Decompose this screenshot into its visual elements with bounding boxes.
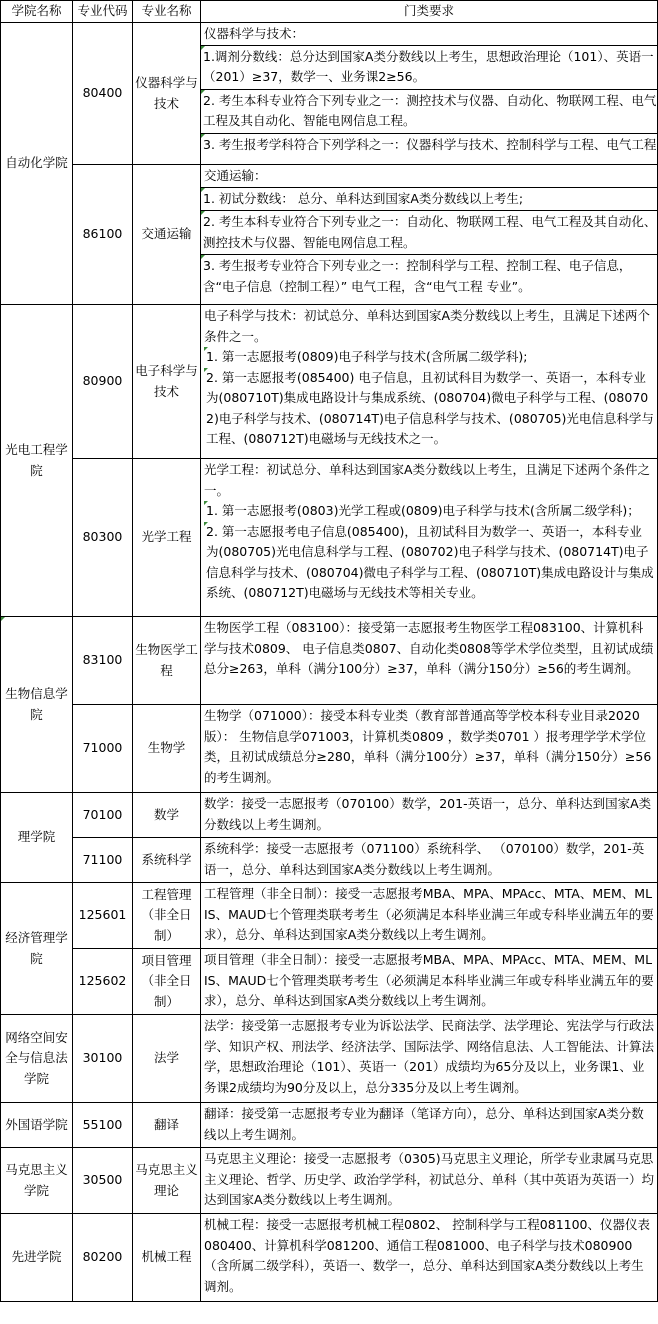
table-row <box>1 305 658 459</box>
code-cell: 80200 <box>73 1214 133 1302</box>
requirements-cell <box>201 165 658 305</box>
code-cell: 83100 <box>73 617 133 705</box>
major-cell: 法学 <box>133 1015 201 1103</box>
table-row <box>1 949 658 1015</box>
requirements-cell: 项目管理（非全日制）：接受一志愿报考MBA、MPA、MPAcc、MTA、MEM、MLIS、MAUD七个管理类联考考生（必须满足本科毕业满三年或专科毕业满五年的要求），总分、单科达到国家A类分数线以上考生调剂。 <box>201 949 658 1015</box>
code-cell: 125601 <box>73 883 133 949</box>
table-row <box>1 838 658 883</box>
college-cell: 光电工程学院 <box>1 305 73 617</box>
major-cell: 项目管理（非全日制） <box>133 949 201 1015</box>
requirement-line: 交通运输： <box>204 168 267 183</box>
code-cell: 80400 <box>73 23 133 165</box>
requirement-line: 1. 第一志愿报考(0809)电子科学与技术(含所属二级学科); <box>204 347 654 368</box>
table-row <box>1 1103 658 1148</box>
table-row <box>1 617 658 705</box>
requirements-cell: 法学：接受第一志愿报考专业为诉讼法学、民商法学、法学理论、宪法学与行政法学、知识产权、刑法学、经济法学、国际法学、网络信息法、人工智能法、计算法学，思想政治理论（101）、英语一（201）成绩均为65分及以上，业务课1、业务课2成绩均为90分及以上，总分335分及以上考生调剂。 <box>201 1015 658 1103</box>
code-cell: 71000 <box>73 705 133 793</box>
major-cell: 交通运输 <box>133 165 201 305</box>
college-cell: 经济管理学院 <box>1 883 73 1015</box>
major-cell: 机械工程 <box>133 1214 201 1302</box>
major-cell: 系统科学 <box>133 838 201 883</box>
requirements-cell: 数学：接受一志愿报考（070100）数学，201-英语一，总分、单科达到国家A类分数线以上考生调剂。 <box>201 793 658 838</box>
requirements-cell: 翻译：接受第一志愿报考专业为翻译（笔译方向），总分、单科达到国家A类分数线以上考生调剂。 <box>201 1103 658 1148</box>
requirements-cell: 生物学（071000）：接受本科专业类（教育部普通高等学校本科专业目录2020版）： 生物信息学071003，计算机类0809 ，数学类0701 ）报考理学学术学位类，且初试成绩总分≥280，单科（满分100分）≥37，单科（满分150分）≥56的考生调剂。 <box>201 705 658 793</box>
code-cell: 80900 <box>73 305 133 459</box>
table-row <box>1 883 658 949</box>
table-row <box>1 1148 658 1214</box>
code-cell: 86100 <box>73 165 133 305</box>
code-cell: 70100 <box>73 793 133 838</box>
requirement-line: 2. 考生本科专业符合下列专业之一：自动化、物联网工程、电气工程及其自动化、测控技术与仪器、智能电网信息工程。 <box>201 210 657 254</box>
header-major: 专业名称 <box>133 1 201 23</box>
requirement-line: 仪器科学与技术： <box>204 26 305 41</box>
requirement-line: 2. 第一志愿报考(085400) 电子信息，且初试科目为数学一、英语一，本科专业为(080710T)集成电路设计与集成系统、(080704)微电子科学与工程、(080702)电子科学与技术、(080714T)电子信息科学与技术、(080705)光电信息科学与工程、(080712T)电磁场与无线技术之一。 <box>204 368 654 450</box>
major-cell: 工程管理（非全日制） <box>133 883 201 949</box>
table-row <box>1 1214 658 1302</box>
header-requirements: 门类要求 <box>201 1 658 23</box>
requirement-line: 1.调剂分数线：总分达到国家A类分数线以上考生，思想政治理论（101）、英语一（201）≥37，数学一、业务课2≥56。 <box>201 45 657 89</box>
code-cell: 55100 <box>73 1103 133 1148</box>
major-cell: 电子科学与技术 <box>133 305 201 459</box>
college-cell: 理学院 <box>1 793 73 883</box>
requirement-line: 3. 考生报考学科符合下列学科之一：仪器科学与技术、控制科学与工程、电气工程 <box>201 133 657 157</box>
table-header-row <box>1 1 658 23</box>
college-cell: 马克思主义学院 <box>1 1148 73 1214</box>
college-cell: 生物信息学院 <box>1 617 73 793</box>
code-cell: 125602 <box>73 949 133 1015</box>
college-cell: 网络空间安全与信息法学院 <box>1 1015 73 1103</box>
requirement-line: 电子科学与技术：初试总分、单科达到国家A类分数线以上考生，且满足下述两个条件之一。 <box>204 308 651 344</box>
header-code: 专业代码 <box>73 1 133 23</box>
major-cell: 马克思主义理论 <box>133 1148 201 1214</box>
college-cell: 先进学院 <box>1 1214 73 1302</box>
code-cell: 30100 <box>73 1015 133 1103</box>
requirements-cell: 机械工程：接受一志愿报考机械工程0802、 控制科学与工程081100、仪器仪表080400、计算机科学081200、通信工程081000、电子科学与技术080900（含所属二级学科），英语一、数学一，总分、单科达到国家A类分数线以上考生调剂。 <box>201 1214 658 1302</box>
requirements-cell: 系统科学：接受一志愿报考（071100）系统科学、 （070100）数学，201-英语一，总分、单科达到国家A类分数线以上考生调剂。 <box>201 838 658 883</box>
major-cell: 生物医学工程 <box>133 617 201 705</box>
requirements-cell: 马克思主义理论：接受一志愿报考（0305)马克思主义理论，所学专业隶属马克思主义理论、哲学、历史学、政治学学科，初试总分、单科（其中英语为英语一）均达到国家A类分数线以上考生调剂。 <box>201 1148 658 1214</box>
requirements-cell <box>201 23 658 165</box>
requirements-cell <box>201 459 658 617</box>
code-cell: 80300 <box>73 459 133 617</box>
table-row <box>1 705 658 793</box>
major-cell: 光学工程 <box>133 459 201 617</box>
college-cell: 自动化学院 <box>1 23 73 305</box>
requirements-cell <box>201 305 658 459</box>
table-row <box>1 793 658 838</box>
major-cell: 仪器科学与技术 <box>133 23 201 165</box>
code-cell: 71100 <box>73 838 133 883</box>
requirement-line: 1. 初试分数线： 总分、单科达到国家A类分数线以上考生; <box>201 187 657 211</box>
major-cell: 生物学 <box>133 705 201 793</box>
requirement-line: 光学工程：初试总分、单科达到国家A类分数线以上考生，且满足下述两个条件之一。 <box>204 462 651 498</box>
table-row <box>1 1015 658 1103</box>
header-college: 学院名称 <box>1 1 73 23</box>
table-row <box>1 165 658 305</box>
requirement-line: 2. 考生本科专业符合下列专业之一：测控技术与仪器、自动化、物联网工程、电气工程及其自动化、智能电网信息工程。 <box>201 89 657 133</box>
requirement-line: 3. 考生报考专业符合下列专业之一：控制科学与工程、控制工程、电子信息，含“电子信息（控制工程）” 电气工程，含“电气工程 专业”。 <box>201 254 657 298</box>
code-cell: 30500 <box>73 1148 133 1214</box>
major-cell: 数学 <box>133 793 201 838</box>
requirement-line: 2. 第一志愿报考电子信息(085400)，且初试科目为数学一、英语一，本科专业为(080705)光电信息科学与工程、(080702)电子科学与技术、(080714T)电子信息科学与技术、(080704)微电子科学与工程、(080710T)集成电路设计与集成系统、(080712T)电磁场与无线技术等相关专业。 <box>204 522 654 604</box>
college-cell: 外国语学院 <box>1 1103 73 1148</box>
requirement-line: 1. 第一志愿报考(0803)光学工程或(0809)电子科学与技术(含所属二级学科)； <box>204 501 654 522</box>
table-row <box>1 23 658 165</box>
table-row <box>1 459 658 617</box>
requirements-cell: 生物医学工程（083100）：接受第一志愿报考生物医学工程083100、计算机科学与技术0809、 电子信息类0807、自动化类0808等学术学位类型，且初试成绩总分≥263，单科（满分100分）≥37，单科（满分150分）≥56的考生调剂。 <box>201 617 658 705</box>
major-cell: 翻译 <box>133 1103 201 1148</box>
requirements-cell: 工程管理（非全日制）：接受一志愿报考MBA、MPA、MPAcc、MTA、MEM、MLIS、MAUD七个管理类联考考生（必须满足本科毕业满三年或专科毕业满五年的要求），总分、单科达到国家A类分数线以上考生调剂。 <box>201 883 658 949</box>
